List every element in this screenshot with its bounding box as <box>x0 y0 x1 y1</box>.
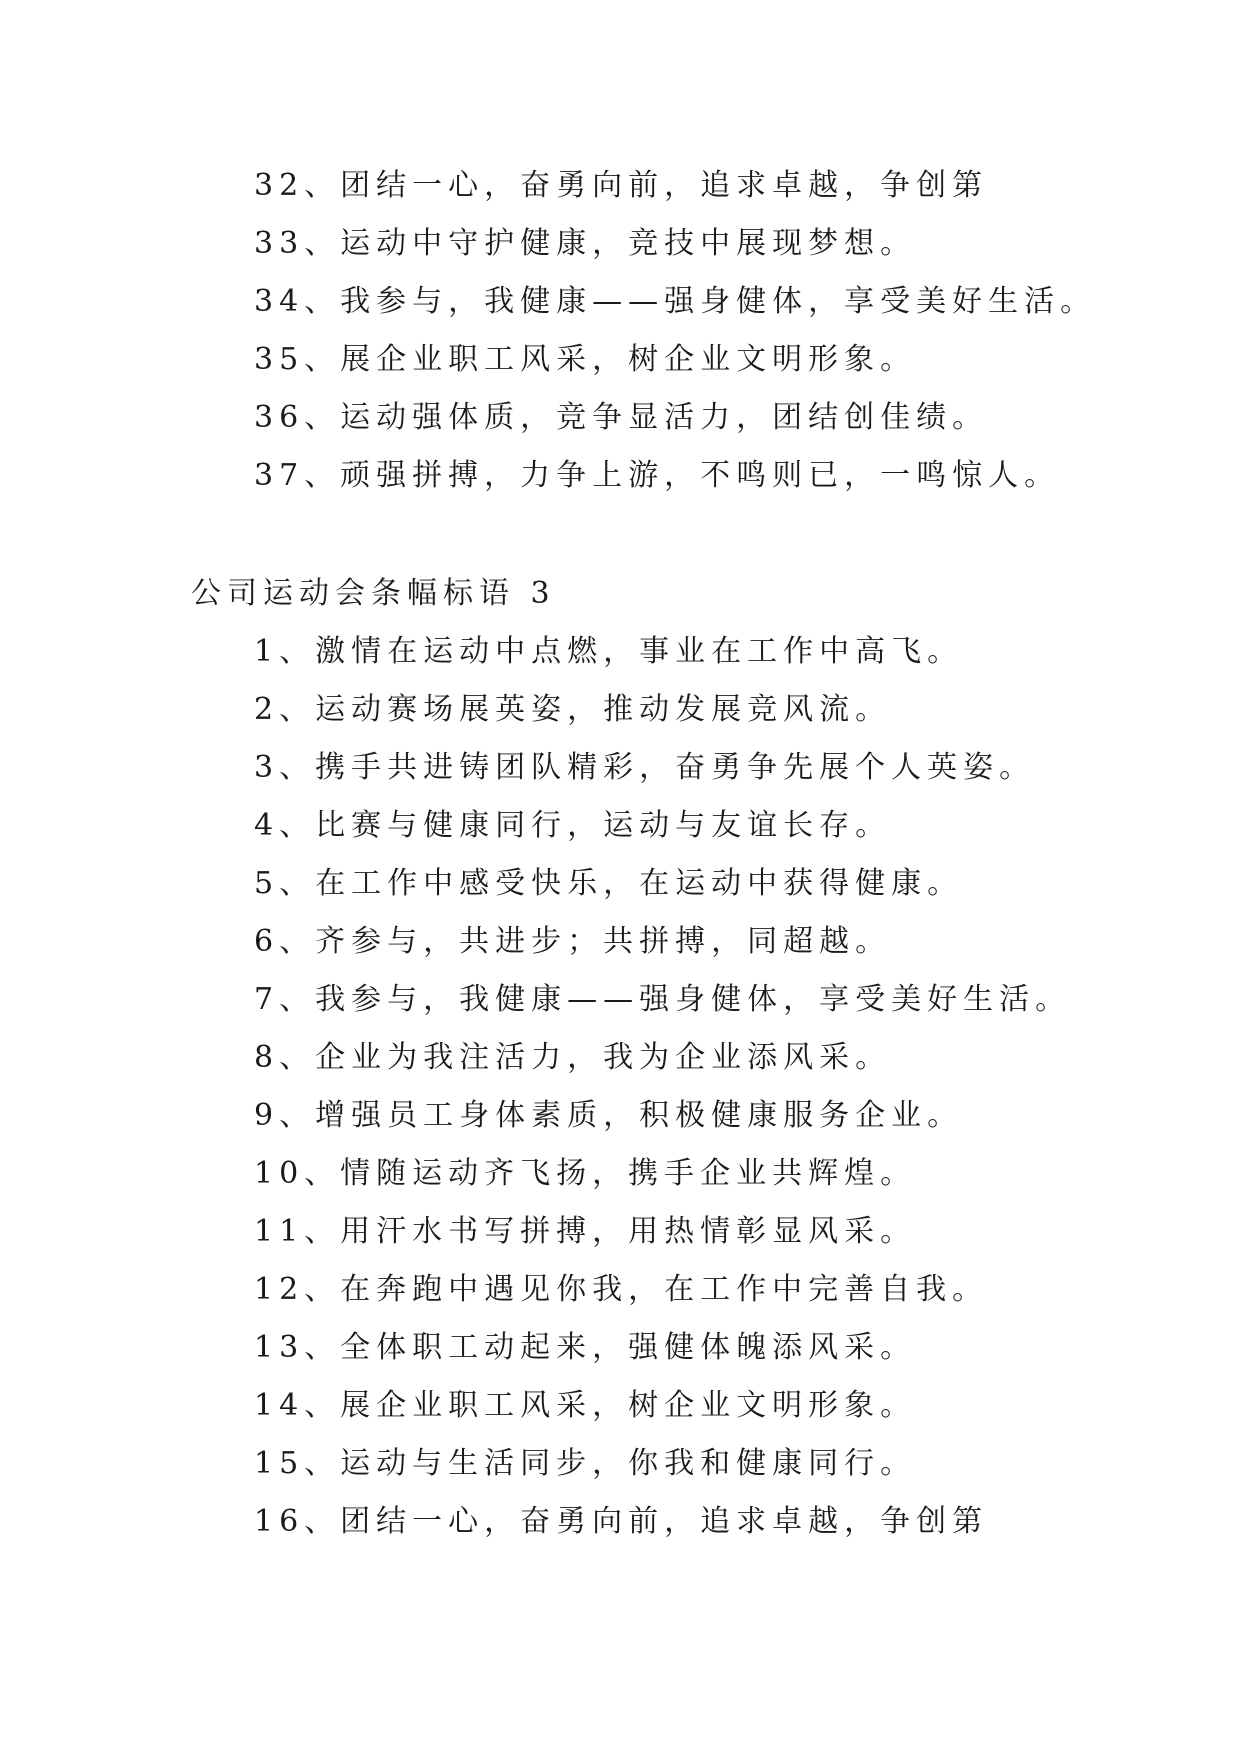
section-title: 公司运动会条幅标语 3 <box>191 576 556 611</box>
list-item: 1、激情在运动中点燃，事业在工作中高飞。 <box>254 634 964 669</box>
list-item: 12、在奔跑中遇见你我，在工作中完善自我。 <box>254 1272 989 1307</box>
list-item: 35、展企业职工风采，树企业文明形象。 <box>254 342 917 377</box>
list-item: 8、企业为我注活力，我为企业添风采。 <box>254 1040 892 1075</box>
list-item: 11、用汗水书写拼搏，用热情彰显风采。 <box>254 1214 917 1249</box>
list-item: 10、情随运动齐飞扬，携手企业共辉煌。 <box>254 1156 917 1191</box>
list-item: 16、团结一心，奋勇向前，追求卓越，争创第 <box>254 1504 989 1539</box>
list-item: 15、运动与生活同步，你我和健康同行。 <box>254 1446 917 1481</box>
list-item: 13、全体职工动起来，强健体魄添风采。 <box>254 1330 917 1365</box>
list-item: 5、在工作中感受快乐，在运动中获得健康。 <box>254 866 964 901</box>
list-item: 3、携手共进铸团队精彩，奋勇争先展个人英姿。 <box>254 750 1036 785</box>
list-item: 37、顽强拼搏，力争上游，不鸣则已，一鸣惊人。 <box>254 458 1061 493</box>
list-item: 4、比赛与健康同行，运动与友谊长存。 <box>254 808 892 843</box>
list-item: 7、我参与，我健康——强身健体，享受美好生活。 <box>254 982 1072 1017</box>
list-item: 2、运动赛场展英姿，推动发展竞风流。 <box>254 692 892 727</box>
list-item: 32、团结一心，奋勇向前，追求卓越，争创第 <box>254 168 989 203</box>
list-item: 9、增强员工身体素质，积极健康服务企业。 <box>254 1098 964 1133</box>
list-item: 33、运动中守护健康，竞技中展现梦想。 <box>254 226 917 261</box>
list-item: 14、展企业职工风采，树企业文明形象。 <box>254 1388 917 1423</box>
list-item: 34、我参与，我健康——强身健体，享受美好生活。 <box>254 284 1097 319</box>
list-item: 36、运动强体质，竞争显活力，团结创佳绩。 <box>254 400 989 435</box>
list-item: 6、齐参与，共进步；共拼搏，同超越。 <box>254 924 892 959</box>
